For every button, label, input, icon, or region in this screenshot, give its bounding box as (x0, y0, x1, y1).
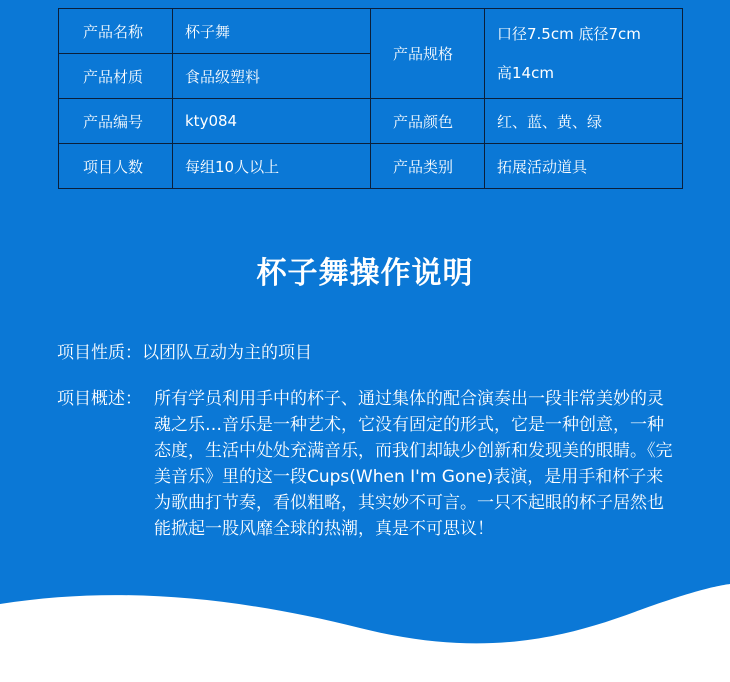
spec-size-line1: 口径7.5cm 底径7cm (497, 24, 641, 43)
spec-name-value: 杯子舞 (173, 9, 371, 54)
spec-people-label: 项目人数 (59, 144, 173, 189)
spec-size-label: 产品规格 (371, 9, 485, 99)
spec-code-value: kty084 (173, 99, 371, 144)
spec-people-value: 每组10人以上 (173, 144, 371, 189)
spec-category-value: 拓展活动道具 (485, 144, 683, 189)
spec-size-line2: 高14cm (497, 63, 554, 82)
project-overview-label: 项目概述： (57, 389, 142, 409)
spec-name-label: 产品名称 (59, 9, 173, 54)
spec-code-label: 产品编号 (59, 99, 173, 144)
spec-color-label: 产品颜色 (371, 99, 485, 144)
project-nature-label: 项目性质： (57, 343, 142, 363)
project-overview-text: 所有学员利用手中的杯子、通过集体的配合演奏出一段非常美妙的灵魂之乐…音乐是一种艺术，它没有固定的形式，它是一种创意，一种态度，生活中处处充满音乐，而我们却缺少创新和发现美的眼睛。《完美音乐》里的这一段Cups(When I'm Gone)表演，是用手和杯子来为歌曲打节奏，看似粗略，其实妙不可言。一只不起眼的杯子居然也能掀起一股风靡全球的热潮，真是不可思议！ (154, 389, 673, 539)
project-nature-value: 以团队互动为主的项目 (142, 343, 312, 363)
white-wave-shape (0, 584, 730, 682)
page-title: 杯子舞操作说明 (256, 256, 474, 291)
spec-color-value: 红、蓝、黄、绿 (485, 99, 683, 144)
spec-material-value: 食品级塑料 (173, 54, 371, 99)
spec-category-label: 产品类别 (371, 144, 485, 189)
spec-material-label: 产品材质 (59, 54, 173, 99)
